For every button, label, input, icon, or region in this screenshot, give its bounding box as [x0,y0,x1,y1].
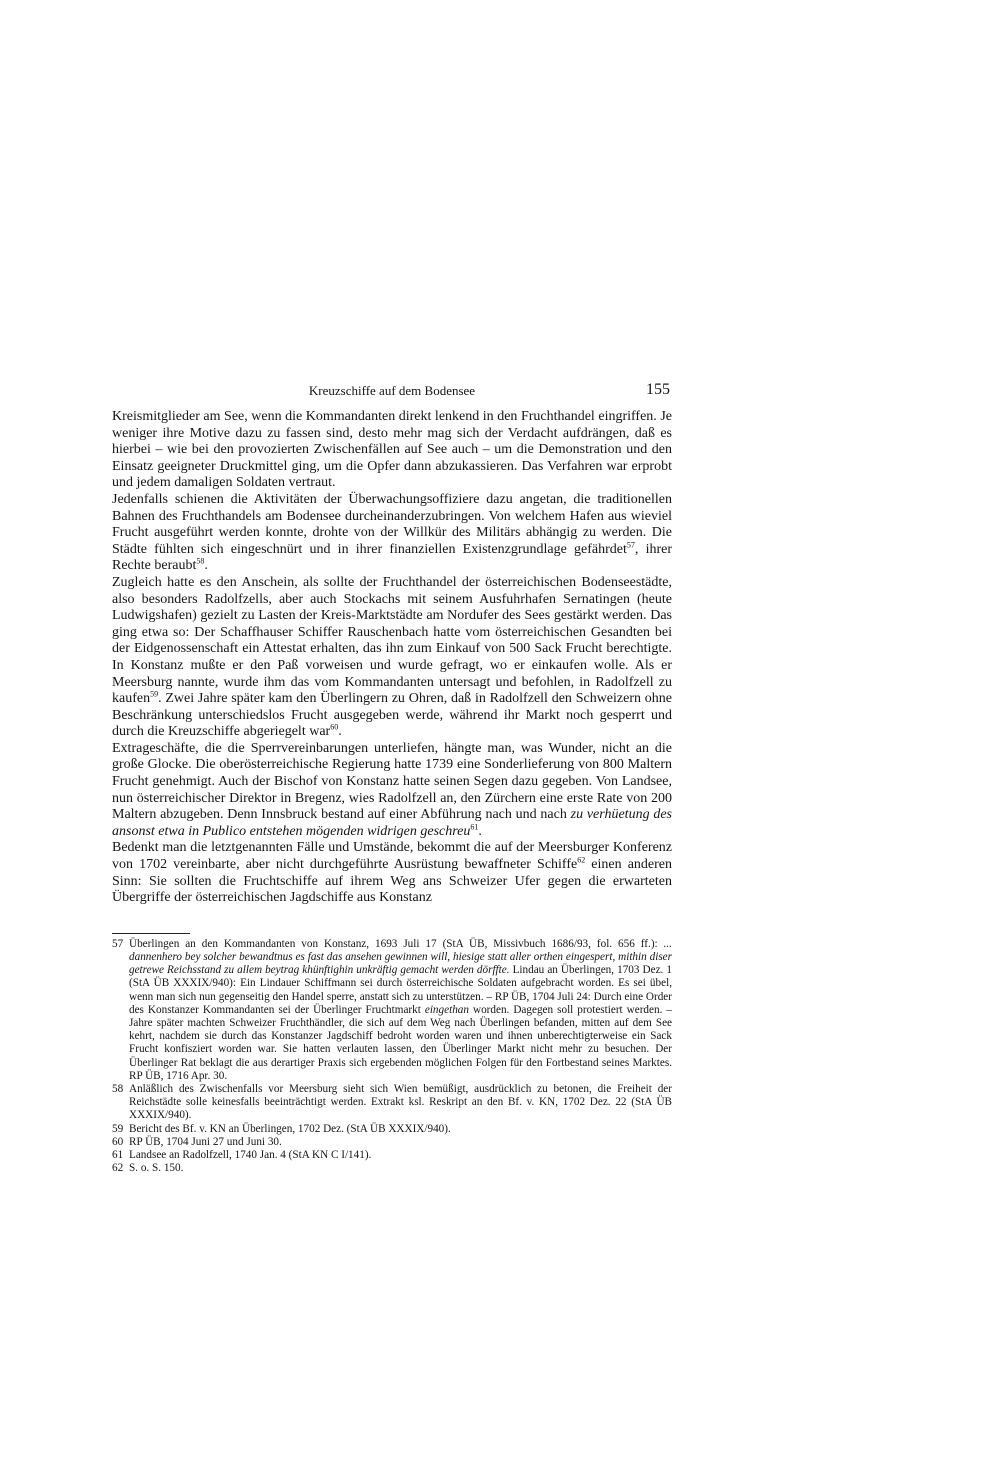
page-number: 155 [646,381,670,398]
footnote-text [129,938,672,1083]
footnote [112,938,672,1083]
footnote-text: Landsee an Radolfzell, 1740 Jan. 4 (StA KN C I/141). [129,1149,372,1162]
text-run: . Zwei Jahre später kam den Überlingern zu Ohren, daß in Radolfzell den Schweizern ohne Beschränkung unterschiedslos Frucht ausgegeben werde, während ihr Markt noch gesperrt und durch die Kreuzschiffe abgeriegelt war [112,691,672,740]
footnote-text: S. o. S. 150. [129,1162,184,1175]
footnote-number: 58 [112,1083,124,1096]
footnote-ref: 59 [150,689,159,699]
text-run: Extrageschäfte, die die Sperrvereinbarungen unterliefen, hängte man, was Wunder, nicht an die große Glocke. Die oberösterreichische Regierung hatte 1739 eine Sonderlieferung von 800 Maltern Frucht genehmigt. Auch der Bischof von Konstanz hatte seinen Segen dazu gegeben. Von Landsee, nun österreichischer Direktor in Bregenz, wies Radolfzell an, den Zürchern eine erste Rate von 200 Maltern abzugeben. Denn Innsbruck bestand auf einer Abführung nach und nach [112,740,672,823]
text-run: worden. Dagegen soll protestiert werden. – Jahre später machten Schweizer Fruchthändler, die sich auf dem Weg nach Überlingen befanden, mitten auf dem See kehrt, nachdem sie durch das Konstanzer Jagdschiff bedroht worden waren und ihnen unberechtigterweise ein Sack Frucht konfisziert worden war. Sie hatten verlauten lassen, den Überlinger Markt nicht mehr zu besuchen. Der Überlinger Rat beklagt die aus derartiger Praxis sich ergebenden möglichen Folgen für den Fortbestand seines Marktes. RP ÜB, 1716 Apr. 30. [129,1003,672,1082]
quotation-italic: ... dannenhero bey solcher bewandtnus es fast das ansehen gewinnen will, hiesige statt aller orthen eingespert, mithin diser getrewe Reichsstand zu allem beytrag khünftighin unkräftig gemacht werden dörffte. [129,937,672,977]
body-text [112,409,672,907]
footnote [112,1083,672,1123]
footnote-ref: 57 [626,540,635,550]
footnote-ref: 60 [330,722,339,732]
text-run: Jedenfalls schienen die Aktivitäten der Überwachungsoffiziere dazu angetan, die traditionellen Bahnen des Fruchthandels am Bodensee durcheinanderzubringen. Von welchem Hafen aus wieviel Frucht ausgeführt werden konnte, drohte von der Willkür des Militärs abhängig zu werden. Die Städte fühlten sich eingeschnürt und in ihrer finanziellen Existenzgrundlage gefährdet [112,491,672,557]
paragraph [112,409,672,492]
footnote-number: 60 [112,1135,124,1148]
running-head [112,379,672,409]
quotation-italic: eingethan [424,1003,469,1016]
text-run: , ihrer Rechte beraubt [112,541,672,574]
footnote-ref: 62 [577,855,586,865]
text-run: Zugleich hatte es den Anschein, als sollte der Fruchthandel der österreichischen Bodenseestädte, also besonders Radolfzells, aber auch Stockachs mit seinem Ausfuhrhafen Sernatingen (heute Ludwigshafen) gezielt zu Lasten der Kreis-Marktstädte am Nordufer des Sees gestärkt werden. Das ging etwa so: Der Schaffhauser Schiffer Rauschenbach hatte vom österreichischen Gesandten bei der Eidgenossenschaft ein Attestat erhalten, das ihn zum Einkauf von 500 Sack Frucht berechtigte. In Konstanz mußte er den Paß vorweisen und wurde gefragt, wo er einkaufen wolle. Als er Meersburg nannte, wurde ihm das vom Kommandanten untersagt und befohlen, in Radolfzell zu kaufen [112,574,672,707]
footnote-rule [112,933,190,934]
footnote-ref: 58 [196,556,205,566]
running-title: Kreuzschiffe auf dem Bodensee [308,383,476,398]
footnote-number: 57 [112,937,124,950]
footnote-text: Bericht des Bf. v. KN an Überlingen, 1702 Dez. (StA ÜB XXXIX/940). [129,1122,451,1135]
text-run: . [204,558,208,574]
footnote [112,1123,672,1136]
text-run: . [478,823,482,839]
footnote [112,1136,672,1149]
footnotes [112,938,672,1176]
quotation-italic: zu verhüetung des ansonst etwa in Publico entstehen mögenden widrigen geschreu [112,807,673,839]
paragraph [112,492,672,575]
paragraph [112,575,672,741]
text-run: . [338,724,342,740]
text-run: Lindau an Überlingen, 1703 Dez. 1 (StA ÜB XXXIX/940): Ein Lindauer Schiffmann sei durch österreichische Soldaten aufgebracht worden. Es sei übel, wenn man sich nun gegenseitig den Handel sperre, anstatt sich zu unterstützen. – RP ÜB, 1704 Juli 24: Durch eine Order des Konstanzer Kommandanten sei der Überlinger Fruchtmarkt [129,964,672,1016]
text-run: einen anderen Sinn: Sie sollten die Fruchtschiffe auf ihrem Weg ans Schweizer Ufer gegen die erwarteten Übergriffe der österreichischen Jagdschiffe aus Konstanz [112,857,673,906]
text-run: Bedenkt man die letztgenannten Fälle und Umstände, bekommt die auf der Meersburger Konferenz von 1702 vereinbarte, aber nicht durchgeführte Ausrüstung bewaffneter Schiffe [112,840,672,873]
text-run: Überlingen an den Kommandanten von Konstanz, 1693 Juli 17 (StA ÜB, Missivbuch 1686/93, fol. 656 ff.): [129,937,664,950]
paragraph [112,840,672,906]
paragraph [112,741,672,841]
footnote-number: 61 [112,1149,124,1162]
footnote-number: 62 [112,1162,124,1175]
book-page [112,379,672,1175]
text-run: Kreismitglieder am See, wenn die Kommandanten direkt lenkend in den Fruchthandel eingriffen. Je weniger ihre Motive dazu zu fassen sind, desto mehr mag sich der Verdacht aufdrängen, daß es hierbei – wie bei den provozierten Zwischenfällen auf See auch – um die Demonstration und den Einsatz geeigneter Druckmittel ging, um die Opfer dann abzukassieren. Das Verfahren war erprobt und jedem damaligen Soldaten vertraut. [112,409,672,491]
footnote-text: Anläßlich des Zwischenfalls vor Meersburg sieht sich Wien bemüßigt, ausdrücklich zu betonen, die Freiheit der Reichstädte solle keinesfalls beeinträchtigt werden. Extrakt ksl. Reskript an den Bf. v. KN, 1702 Dez. 22 (StA ÜB XXXIX/940). [129,1083,672,1122]
footnote [112,1162,672,1175]
footnote-ref: 61 [470,822,479,832]
footnote-text: RP ÜB, 1704 Juni 27 und Juni 30. [129,1135,282,1148]
footnote [112,1149,672,1162]
footnote-number: 59 [112,1122,124,1135]
